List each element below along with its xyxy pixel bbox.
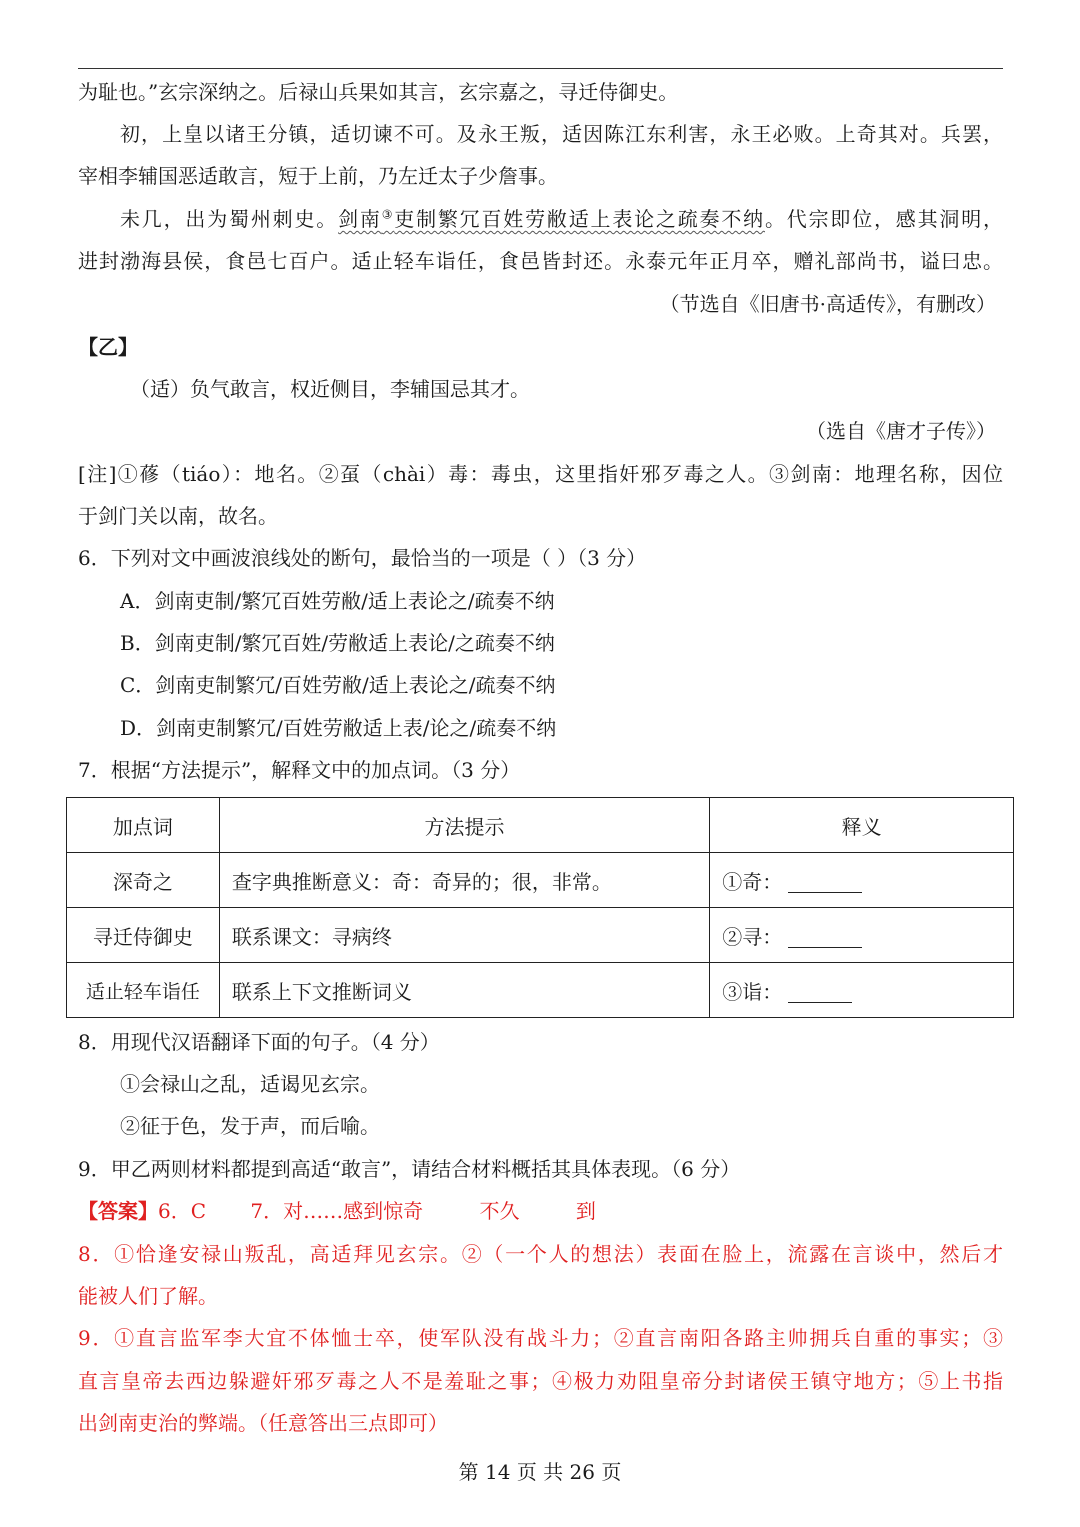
passage-line: 为耻也。”玄宗深纳之。后禄山兵果如其言，玄宗嘉之，寻迁侍御史。 (78, 80, 679, 104)
answer-blank (788, 982, 852, 1003)
footnote-marker: ③ (381, 207, 395, 222)
passage-line: 宰相李辅国恶适敢言，短于上前，乃左迁太子少詹事。 (78, 164, 558, 188)
notes-line: 于剑门关以南，故名。 (78, 504, 278, 528)
dotted-word-cell: 适止轻车诣任 (67, 963, 220, 1018)
question-stem: 6．下列对文中画波浪线处的断句，最恰当的一项是（ ）（3 分） (78, 546, 647, 570)
meaning-cell (710, 853, 1014, 908)
passage-line: 初，上皇以诸王分镇，适切谏不可。及永王叛，适因陈江东利害，永王必败。上奇其对。兵罢， (120, 122, 1003, 146)
table-header: 加点词 (67, 798, 220, 853)
option-c: C．剑南吏制繁冗/百姓劳敝/适上表论之/疏奏不纳 (120, 673, 556, 697)
question-stem: 8．用现代汉语翻译下面的句子。（4 分） (78, 1030, 440, 1054)
answer-line: 8．①恰逢安禄山叛乱，高适拜见玄宗。②（一个人的想法）表面在脸上，流露在言谈中，然后才 (78, 1242, 1003, 1266)
translation-item: ①会禄山之乱，适谒见玄宗。 (120, 1072, 380, 1096)
answer-label: 【答案】 (78, 1199, 158, 1223)
answer-line: 直言皇帝去西边躲避奸邪歹毒之人不是羞耻之事；④极力劝阻皇帝分封诸侯王镇守地方；⑤上书指 (78, 1369, 1003, 1393)
meaning-label: ③诣： (722, 979, 783, 1004)
meaning-cell (710, 908, 1014, 963)
section-heading: 【乙】 (78, 335, 138, 359)
wavy-underlined-text (338, 207, 765, 231)
answer-blank (788, 927, 862, 948)
page-number: 第 14 页 共 26 页 (458, 1460, 622, 1484)
table-header-row (67, 798, 1014, 853)
answer-line: 出剑南吏治的弊端。（任意答出三点即可） (78, 1411, 448, 1435)
answer-line: 能被人们了解。 (78, 1284, 218, 1308)
table-row (67, 908, 1014, 963)
dotted-word-cell: 寻迁侍御史 (67, 908, 220, 963)
wavy-text: 剑南 (338, 207, 382, 231)
passage-text: 未几，出为蜀州刺史。 (120, 207, 339, 231)
question-stem: 7．根据“方法提示”，解释文中的加点词。（3 分） (78, 758, 521, 782)
answer-line: 9．①直言监军李大宜不体恤士卒，使军队没有战斗力；②直言南阳各路主帅拥兵自重的事实；③ (78, 1326, 1003, 1350)
meaning-label: ②寻： (722, 924, 783, 949)
option-d: D．剑南吏制繁冗/百姓劳敝适上表/论之/疏奏不纳 (120, 716, 557, 740)
answer-q7-2: 不久 (479, 1199, 520, 1223)
answer-blank (788, 872, 862, 893)
table-row (67, 853, 1014, 908)
source-citation: （节选自《旧唐书·高适传》，有删改） (659, 292, 996, 316)
header-rule (78, 68, 1003, 69)
passage-text: 。代宗即位，感其洞明， (764, 207, 1004, 231)
answer-q7-3: 到 (575, 1199, 596, 1223)
source-citation: （选自《唐才子传》） (806, 419, 996, 443)
option-b: B．剑南吏制/繁冗百姓/劳敝适上表论/之疏奏不纳 (120, 631, 555, 655)
option-a: A．剑南吏制/繁冗百姓劳敝/适上表论之/疏奏不纳 (120, 589, 555, 613)
hint-cell: 查字典推断意义：奇：奇异的；很，非常。 (219, 853, 709, 908)
table-header: 方法提示 (219, 798, 709, 853)
meaning-cell (710, 963, 1014, 1018)
passage-line-with-wavy (78, 205, 1003, 233)
answer-q7-1: 对……感到惊奇 (283, 1199, 424, 1223)
dotted-word-cell: 深奇之 (67, 853, 220, 908)
answer-q7-num: 7． (250, 1199, 284, 1223)
question-stem: 9．甲乙两则材料都提到高适“敢言”，请结合材料概括其具体表现。（6 分） (78, 1157, 741, 1181)
notes-line: [注]①蓚（tiáo）：地名。②虿（chài）毒：毒虫，这里指奸邪歹毒之人。③剑南：地理名称，因位 (78, 462, 1003, 486)
table-row (67, 963, 1014, 1018)
answer-q6: 6．C (158, 1199, 207, 1223)
method-table (66, 797, 1014, 1018)
hint-cell: 联系上下文推断词义 (219, 963, 709, 1018)
wavy-text: 吏制繁冗百姓劳敝适上表论之疏奏不纳 (394, 207, 765, 231)
table-header: 释义 (710, 798, 1014, 853)
hint-cell: 联系课文：寻病终 (219, 908, 709, 963)
meaning-label: ①奇： (722, 869, 783, 894)
passage-line: 进封渤海县侯，食邑七百户。适止轻车诣任，食邑皆封还。永泰元年正月卒，赠礼部尚书，谥曰忠。 (78, 249, 1003, 273)
answer-line (78, 1197, 596, 1225)
passage-line: （适）负气敢言，权近侧目，李辅国忌其才。 (130, 377, 530, 401)
translation-item: ②征于色，发于声，而后喻。 (120, 1114, 380, 1138)
